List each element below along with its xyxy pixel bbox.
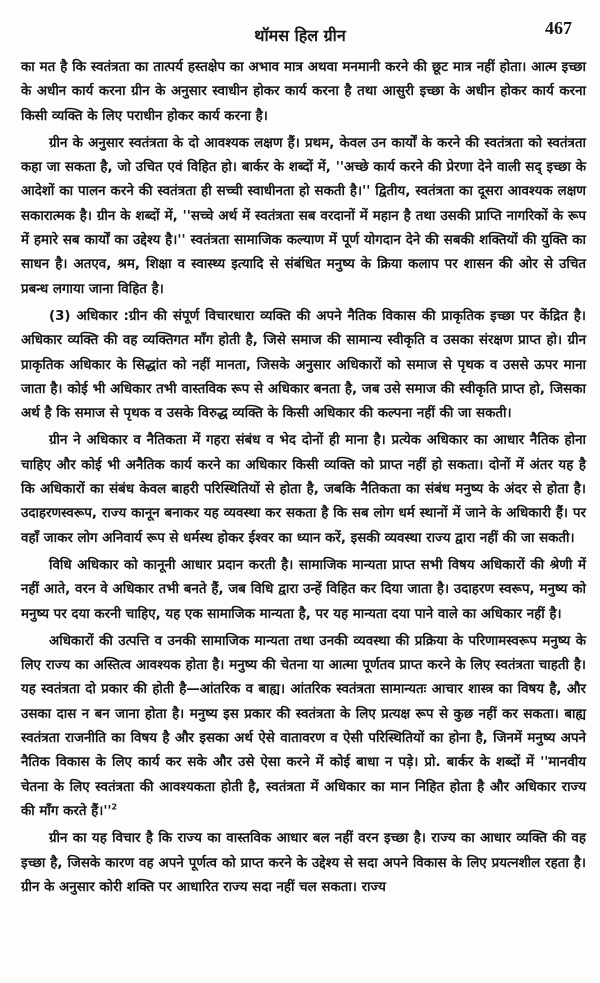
rights-heading: (3) अधिकार : xyxy=(49,308,129,324)
paragraph-3 xyxy=(21,305,586,426)
paragraph-3-text: ग्रीन की संपूर्ण विचारधारा व्यक्ति की अपने नैतिक विकास की प्राकृतिक इच्छा पर केंद्रित है। अधिकार व्यक्ति की वह व्यक्तिगत माँग होती है, जिसे समाज की सामान्य स्वीकृति व उसका संरक्षण प्राप्त हो। ग्रीन प्राकृतिक अधिकार के सिद्धांत को नहीं मानता, जिसके अनुसार अधिकारों को समाज से पृथक व उससे ऊपर माना जाता है। कोई भी अधिकार तभी वास्तविक रूप से अधिकार बनता है, जब उसे समाज की स्वीकृति प्राप्त हो, जिसका अर्थ है कि समाज से पृथक व उसके विरुद्ध व्यक्ति के किसी अधिकार की कल्पना नहीं की जा सकती। xyxy=(21,308,586,422)
paragraph-7: ग्रीन का यह विचार है कि राज्य का वास्तविक आधार बल नहीं वरन इच्छा है। राज्य का आधार व्यक्ति की वह इच्छा है, जिसके कारण वह अपने पूर्णत्व को प्राप्त करने के उद्देश्य से सदा अपने विकास के लिए प्रयत्नशील रहता है। ग्रीन के अनुसार कोरी शक्ति पर आधारित राज्य सदा नहीं चल सकता। राज्य xyxy=(21,831,586,895)
paragraph-1: का मत है कि स्वतंत्रता का तात्पर्य हस्तक्षेप का अभाव मात्र अथवा मनमानी करने की छूट मात्र नहीं होता। आत्म इच्छा के अधीन कार्य करना ग्रीन के अनुसार स्वाधीन होकर कार्य करना है तथा आसुरी इच्छा के अधीन होकर कार्य करना किसी व्यक्ति के लिए पराधीन होकर कार्य करना है। xyxy=(21,60,586,124)
paragraph-6 xyxy=(21,630,586,824)
footnote-marker: 2 xyxy=(111,802,118,812)
paragraph-4: ग्रीन ने अधिकार व नैतिकता में गहरा संबंध व भेद दोनों ही माना है। प्रत्येक अधिकार का आधार नैतिक होना चाहिए और कोई भी अनैतिक कार्य करने का अधिकार किसी व्यक्ति को प्राप्त नहीं हो सकता। दोनों में अंतर यह है कि अधिकारों का संबंध केवल बाहरी परिस्थितियों से होता है, जबकि नैतिकता का संबंध मनुष्य के अंदर से होता है। उदाहरणस्वरूप, राज्य कानून बनाकर यह व्यवस्था कर सकता है कि सब लोग धर्म स्थानों में जाने के अधिकारी हैं। पर वहाँ जाकर लोग अनिवार्य रूप से धर्मस्थ होकर ईश्वर का ध्यान करें, इसकी व्यवस्था राज्य द्वारा नहीं की जा सकती। xyxy=(21,433,586,546)
paragraph-2: ग्रीन के अनुसार स्वतंत्रता के दो आवश्यक लक्षण हैं। प्रथम, केवल उन कार्यों के करने की स्वतंत्रता को स्वतंत्रता कहा जा सकता है, जो उचित एवं विहित हो। बार्कर के शब्दों में, ''अच्छे कार्य करने की प्रेरणा देने वाली सद् इच्छा के आदेशों का पालन करने की स्वतंत्रता ही सच्ची स्वाधीनता हो सकती है।'' द्वितीय, स्वतंत्रता का दूसरा आवश्यक लक्षण सकारात्मक है। ग्रीन के शब्दों में, ''सच्चे अर्थ में स्वतंत्रता सब वरदानों में महान है तथा उसकी प्राप्ति नागरिकों के रूप में हमारे सब कार्यों का उद्देश्य है।'' स्वतंत्रता सामाजिक कल्याण में पूर्ण योगदान देने की सबकी शक्तियों की युक्ति का साधन है। अतएव, श्रम, शिक्षा व स्वास्थ्य इत्यादि से संबंधित मनुष्य के क्रिया कलाप पर शासन की ओर से उचित प्रबन्ध लगाया जाना विहित है। xyxy=(21,135,586,297)
paragraph-5: विधि अधिकार को कानूनी आधार प्रदान करती है। सामाजिक मान्यता प्राप्त सभी विषय अधिकारों की श्रेणी में नहीं आते, वरन वे अधिकार तभी बनते हैं, जब विधि द्वारा उन्हें विहित कर दिया जाता है। उदाहरण स्वरूप, मनुष्य को मनुष्य पर दया करनी चाहिए, यह एक सामाजिक मान्यता है, पर यह मान्यता दया पाने वाले का अधिकार नहीं है। xyxy=(21,557,586,622)
body-text xyxy=(21,56,586,900)
page-header xyxy=(20,18,580,48)
paragraph-6-text: अधिकारों की उत्पत्ति व उनकी सामाजिक मान्यता तथा उनकी व्यवस्था की प्रक्रिया के परिणामस्वरूप मनुष्य के लिए राज्य का अस्तित्व आवश्यक होता है। मनुष्य की चेतना या आत्मा पूर्णतव प्राप्त करने के लिए स्वतंत्रता चाहती है। यह स्वतंत्रता दो प्रकार की होती है—आंतरिक व बाह्य। आंतरिक स्वतंत्रता सामान्यतः आचार शास्त्र का विषय है, और उसका दास न बन जाना होता है। मनुष्य इस प्रकार की स्वतंत्रता के लिए प्रत्यक्ष रूप से कुछ नहीं कर सकता। बाह्य स्वतंत्रता राजनीति का विषय है और इसका अर्थ ऐसे वातावरण व ऐसी परिस्थितियों का होना है, जिनमें मनुष्य अपने नैतिक विकास के लिए कार्य कर सके और उसे ऐसा करने में कोई बाधा न पड़े। प्रो. बार्कर के शब्दों में ''मानवीय चेतना के लिए स्वतंत्रता की आवश्यकता होती है, स्वतंत्रता में अधिकार का मान निहित होता है और अधिकार राज्य की माँग करते हैं।'' xyxy=(21,633,586,819)
page-number: 467 xyxy=(545,18,572,38)
running-title: थॉमस हिल ग्रीन xyxy=(254,26,346,45)
